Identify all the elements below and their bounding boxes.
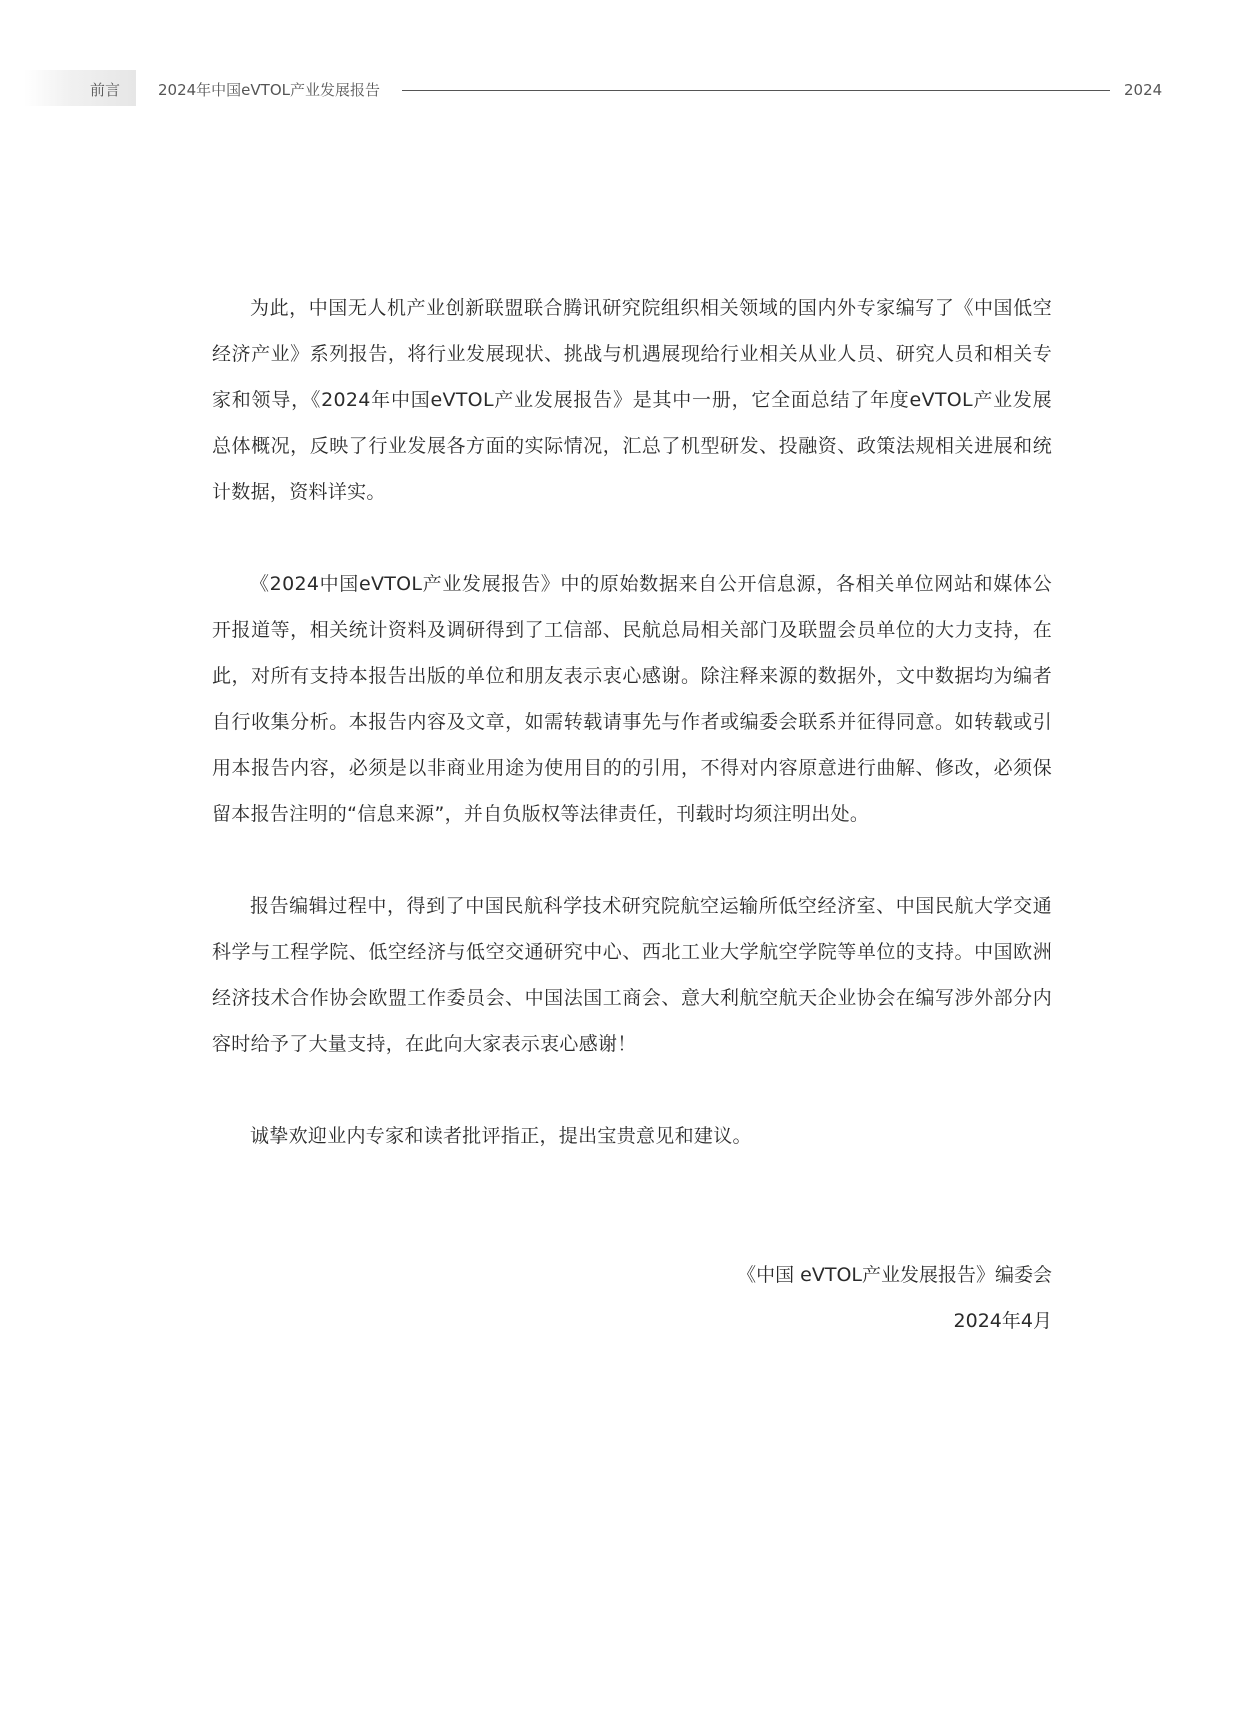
- paragraph-3: 报告编辑过程中，得到了中国民航科学技术研究院航空运输所低空经济室、中国民航大学交通科学与工程学院、低空经济与低空交通研究中心、西北工业大学航空学院等单位的支持。中国欧洲经济技术合作协会欧盟工作委员会、中国法国工商会、意大利航空航天企业协会在编写涉外部分内容时给予了大量支持，在此向大家表示衷心感谢！: [212, 895, 1052, 1055]
- paragraph-4: 诚挚欢迎业内专家和读者批评指正，提出宝贵意见和建议。: [250, 1125, 752, 1147]
- editorial-board: 《中国 eVTOL产业发展报告》编委会: [737, 1264, 1052, 1286]
- header-divider: [402, 90, 1110, 91]
- page-header: [0, 70, 1258, 110]
- header-year: 2024: [1124, 81, 1163, 99]
- paragraph-1: 为此，中国无人机产业创新联盟联合腾讯研究院组织相关领域的国内外专家编写了《中国低空经济产业》系列报告，将行业发展现状、挑战与机遇展现给行业相关从业人员、研究人员和相关专家和领导，《2024年中国eVTOL产业发展报告》是其中一册，它全面总结了年度eVTOL产业发展总体概况，反映了行业发展各方面的实际情况，汇总了机型研发、投融资、政策法规相关进展和统计数据，资料详实。: [212, 297, 1052, 503]
- preface-body: [212, 285, 1052, 1205]
- section-label: 前言: [90, 81, 121, 99]
- paragraph-2: 《2024中国eVTOL产业发展报告》中的原始数据来自公开信息源，各相关单位网站和媒体公开报道等，相关统计资料及调研得到了工信部、民航总局相关部门及联盟会员单位的大力支持，在此，对所有支持本报告出版的单位和朋友表示衷心感谢。除注释来源的数据外，文中数据均为编者自行收集分析。本报告内容及文章，如需转载请事先与作者或编委会联系并征得同意。如转载或引用本报告内容，必须是以非商业用途为使用目的的引用，不得对内容原意进行曲解、修改，必须保留本报告注明的“信息来源”，并自负版权等法律责任，刊载时均须注明出处。: [212, 573, 1052, 825]
- running-title: 2024年中国eVTOL产业发展报告: [158, 81, 380, 99]
- signature-date: 2024年4月: [953, 1310, 1052, 1332]
- section-tab: [24, 70, 136, 106]
- signature-block: [212, 1252, 1052, 1344]
